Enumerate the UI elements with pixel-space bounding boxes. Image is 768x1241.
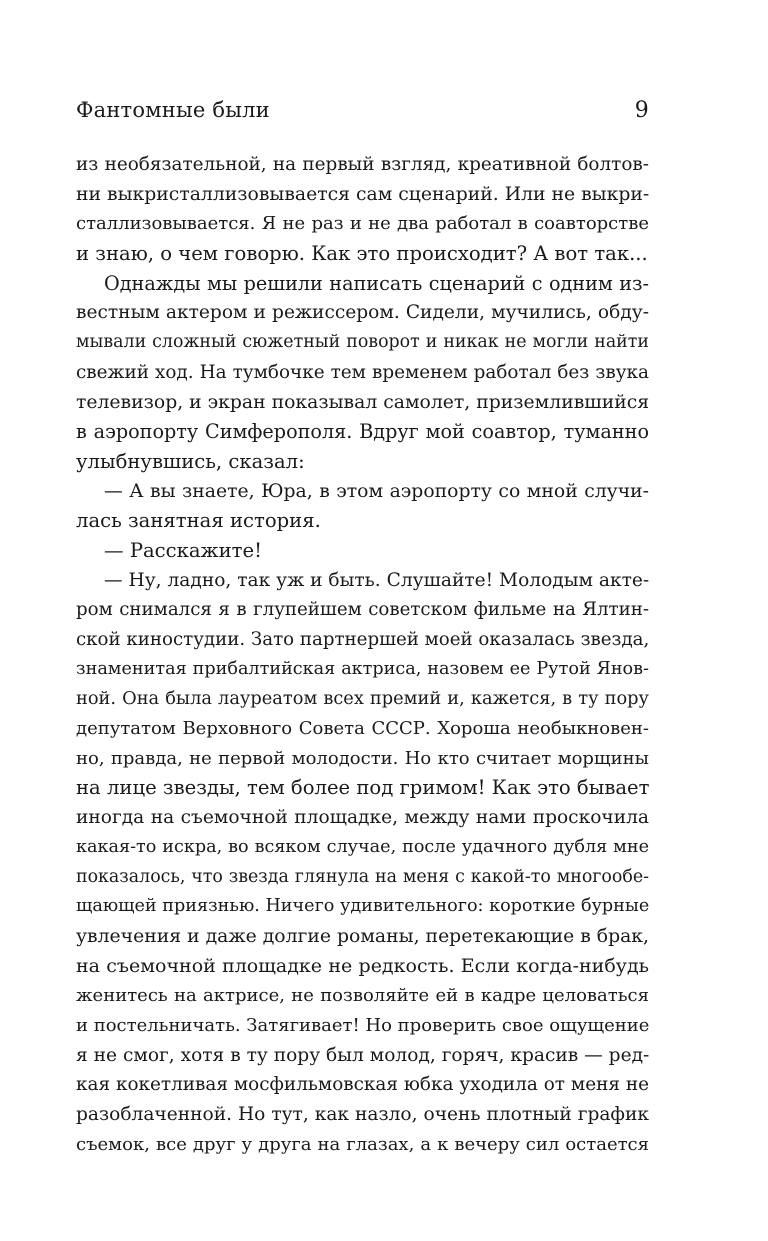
text-line: но, правда, не первой молодости. Но кто считает морщины bbox=[76, 747, 649, 769]
text-line: телевизор, и экран показывал самолет, приземлившийся bbox=[76, 391, 649, 413]
text-line: показалось, что звезда глянула на меня с какой-то многообе- bbox=[76, 866, 649, 887]
text-line: улыбнувшись, сказал: bbox=[76, 449, 305, 473]
text-line: разоблаченной. Но тут, как назло, очень плотный график bbox=[76, 1104, 649, 1125]
text-line: щающей приязнью. Ничего удивительного: короткие бурные bbox=[76, 896, 649, 917]
text-line: — А вы знаете, Юра, в этом аэропорту со мной случи- bbox=[104, 480, 649, 502]
page-number: 9 bbox=[634, 98, 649, 123]
text-line: — Ну, ладно, так уж и быть. Слушайте! Молодым акте- bbox=[104, 569, 649, 591]
text-line: ской киностудии. Зато партнершей моей оказалась звезда, bbox=[76, 629, 649, 650]
text-line: и знаю, о чем говорю. Как это происходит? А вот так... bbox=[76, 242, 648, 266]
text-line: — Расскажите! bbox=[104, 538, 262, 562]
text-line: знаменитая прибалтийская актриса, назовем ее Рутой Янов- bbox=[76, 658, 649, 679]
running-header bbox=[76, 98, 649, 126]
running-title: Фантомные были bbox=[76, 98, 270, 122]
text-line: свежий ход. На тумбочке тем временем работал без звука bbox=[76, 361, 649, 383]
text-line: на съемочной площадке не редкость. Если когда-нибудь bbox=[76, 954, 649, 977]
text-line: съемок, все друг у друга на глазах, а к вечеру сил остается bbox=[76, 1133, 649, 1155]
body-text bbox=[76, 150, 649, 1159]
text-line: женитесь на актрисе, не позволяйте ей в кадре целоваться bbox=[76, 985, 649, 1007]
text-line: и постельничать. Затягивает! Но проверить свое ощущение bbox=[76, 1014, 649, 1036]
text-line: в аэропорту Симферополя. Вдруг мой соавтор, туманно bbox=[76, 420, 649, 444]
text-line: иногда на съемочной площадке, между нами проскочила bbox=[76, 807, 649, 829]
text-line: депутатом Верховного Совета СССР. Хороша необыкновен- bbox=[76, 718, 649, 740]
text-line: ни выкристаллизовывается сам сценарий. Или не выкри- bbox=[76, 183, 649, 205]
text-line: вестным актером и режиссером. Сидели, мучились, обду- bbox=[76, 302, 649, 324]
text-line: лась занятная история. bbox=[76, 509, 321, 533]
text-line: я не смог, хотя в ту пору был молод, горяч, красив — ред- bbox=[76, 1044, 649, 1066]
text-line: на лице звезды, тем более под гримом! Как это бывает bbox=[76, 776, 649, 800]
text-line: ной. Она была лауреатом всех премий и, кажется, в ту пору bbox=[76, 688, 649, 710]
text-line: ром снимался я в глупейшем советском фильме на Ялтин- bbox=[76, 599, 649, 621]
text-line: мывали сложный сюжетный поворот и никак не могли найти bbox=[76, 332, 649, 353]
text-line: какая-то искра, во всяком случае, после удачного дубля мне bbox=[76, 836, 649, 857]
text-line: Однажды мы решили написать сценарий с одним из- bbox=[104, 271, 649, 295]
text-line: из необязательной, на первый взгляд, креативной болтов- bbox=[76, 154, 649, 175]
text-line: увлечения и даже долгие романы, перетекающие в брак, bbox=[76, 925, 649, 947]
text-line: кая кокетливая мосфильмовская юбка уходила от меня не bbox=[76, 1074, 649, 1096]
text-line: сталлизовывается. Я не раз и не два работал в соавторстве bbox=[76, 213, 649, 235]
